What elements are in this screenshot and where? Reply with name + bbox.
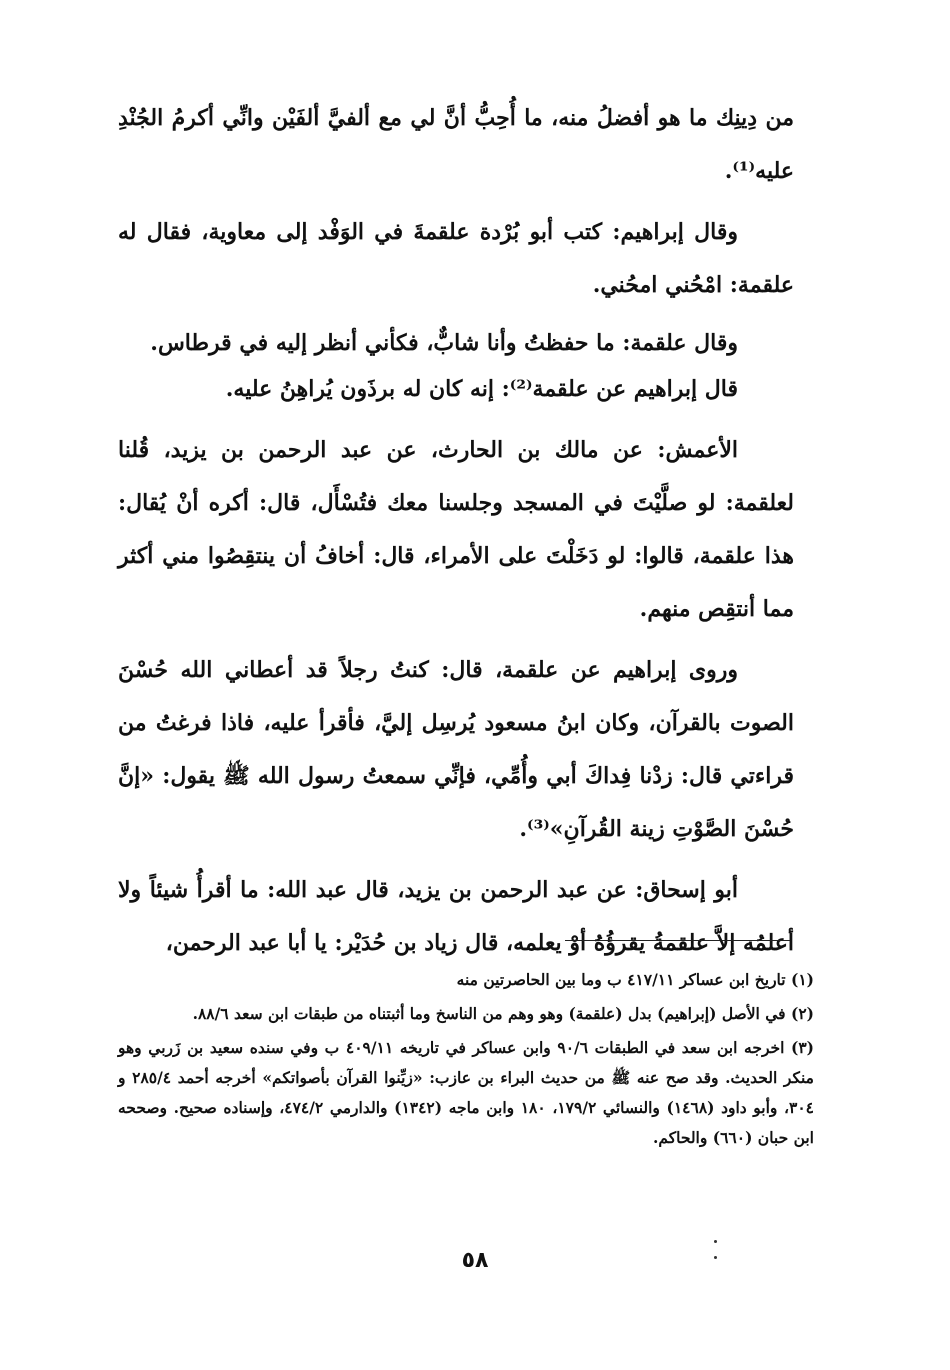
print-speck	[714, 1240, 717, 1243]
paragraph-1: من دِينِك ما هو أفضلُ منه، ما أُحِبُّ أنَّ لي مع ألفيَّ ألفَيْن وانِّي أكرمُ الجُنْدِ عليه⁽¹⁾.	[118, 105, 794, 184]
main-text	[118, 92, 794, 978]
footnote-divider	[565, 940, 790, 941]
paragraph-7: أبو إسحاق: عن عبد الرحمن بن يزيد، قال عبد الله: ما أقرأُ شيئاً ولا أعلمُه إلاَّ علقمةُ يقرؤُهُ أوْ يعلمه، قال زياد بن حُدَيْر: يا أبا عبد الرحمن،	[118, 877, 794, 956]
footnote-2: (٢) في الأصل (إبراهيم) بدل (علقمة) وهو وهم من الناسخ وما أثبتناه من طبقات ابن سعد ٨٨/٦.	[192, 1004, 814, 1023]
print-speck	[714, 1256, 717, 1259]
paragraph-5: الأعمش: عن مالك بن الحارث، عن عبد الرحمن بن يزيد، قُلنا لعلقمة: لو صلَّيْتَ في المسجد وجلسنا معك فتُسْأَل، قال: أكره أنْ يُقال: هذا علقمة، قالوا: لو دَخَلْتَ على الأمراء، قال: أخافُ أن ينتقِصُوا مني أكثر مما أنتقِص منهم.	[118, 437, 794, 622]
footnotes	[118, 965, 814, 1157]
paragraph-3: وقال علقمة: ما حفظتُ وأنا شابٌّ، فكأني أنظر إليه في قرطاس.	[150, 330, 738, 356]
page-number: ٥٨	[461, 1248, 489, 1273]
paragraph-6: وروى إبراهيم عن علقمة، قال: كنتُ رجلاً قد أعطاني الله حُسْنَ الصوت بالقرآن، وكان ابنُ مسعود يُرسِل إليَّ، فأقرأ عليه، فاذا فرغتُ من قراءتي قال: زدْنا فِداكَ أبي وأُمِّي، فإنِّي سمعتُ رسول الله ﷺ يقول: «إنَّ حُسْنَ الصَّوْتِ زينة القُرآنِ»⁽³⁾.	[118, 657, 794, 842]
footnote-1: (١) تاريخ ابن عساكر ٤١٧/١١ ب وما بين الحاصرتين منه	[456, 970, 814, 989]
paragraph-2: وقال إبراهيم: كتب أبو بُرْدة علقمةَ في الوَفْد إلى معاوية، فقال له علقمة: امْحُني امحُني.	[118, 219, 794, 298]
footnote-3: (٣) اخرجه ابن سعد في الطبقات ٩٠/٦ وابن عساكر في تاريخه ٤٠٩/١١ ب وفي سنده سعيد بن زَربي وهو منكر الحديث. وقد صح عنه ﷺ من حديث البراء بن عازب: «زيِّنوا القرآن بأصواتكم» أخرجه أحمد ٢٨٥/٤ و ٣٠٤، وأبو داود (١٤٦٨) والنسائي ١٧٩/٢، ١٨٠ وابن ماجه (١٣٤٢) والدارمي ٤٧٤/٢، وإسناده صحيح. وصححه ابن حبان (٦٦٠) والحاكم.	[118, 1038, 815, 1147]
paragraph-4: قال إبراهيم عن علقمة⁽²⁾: إنه كان له برذَون يُراهِنُ عليه.	[225, 376, 738, 402]
